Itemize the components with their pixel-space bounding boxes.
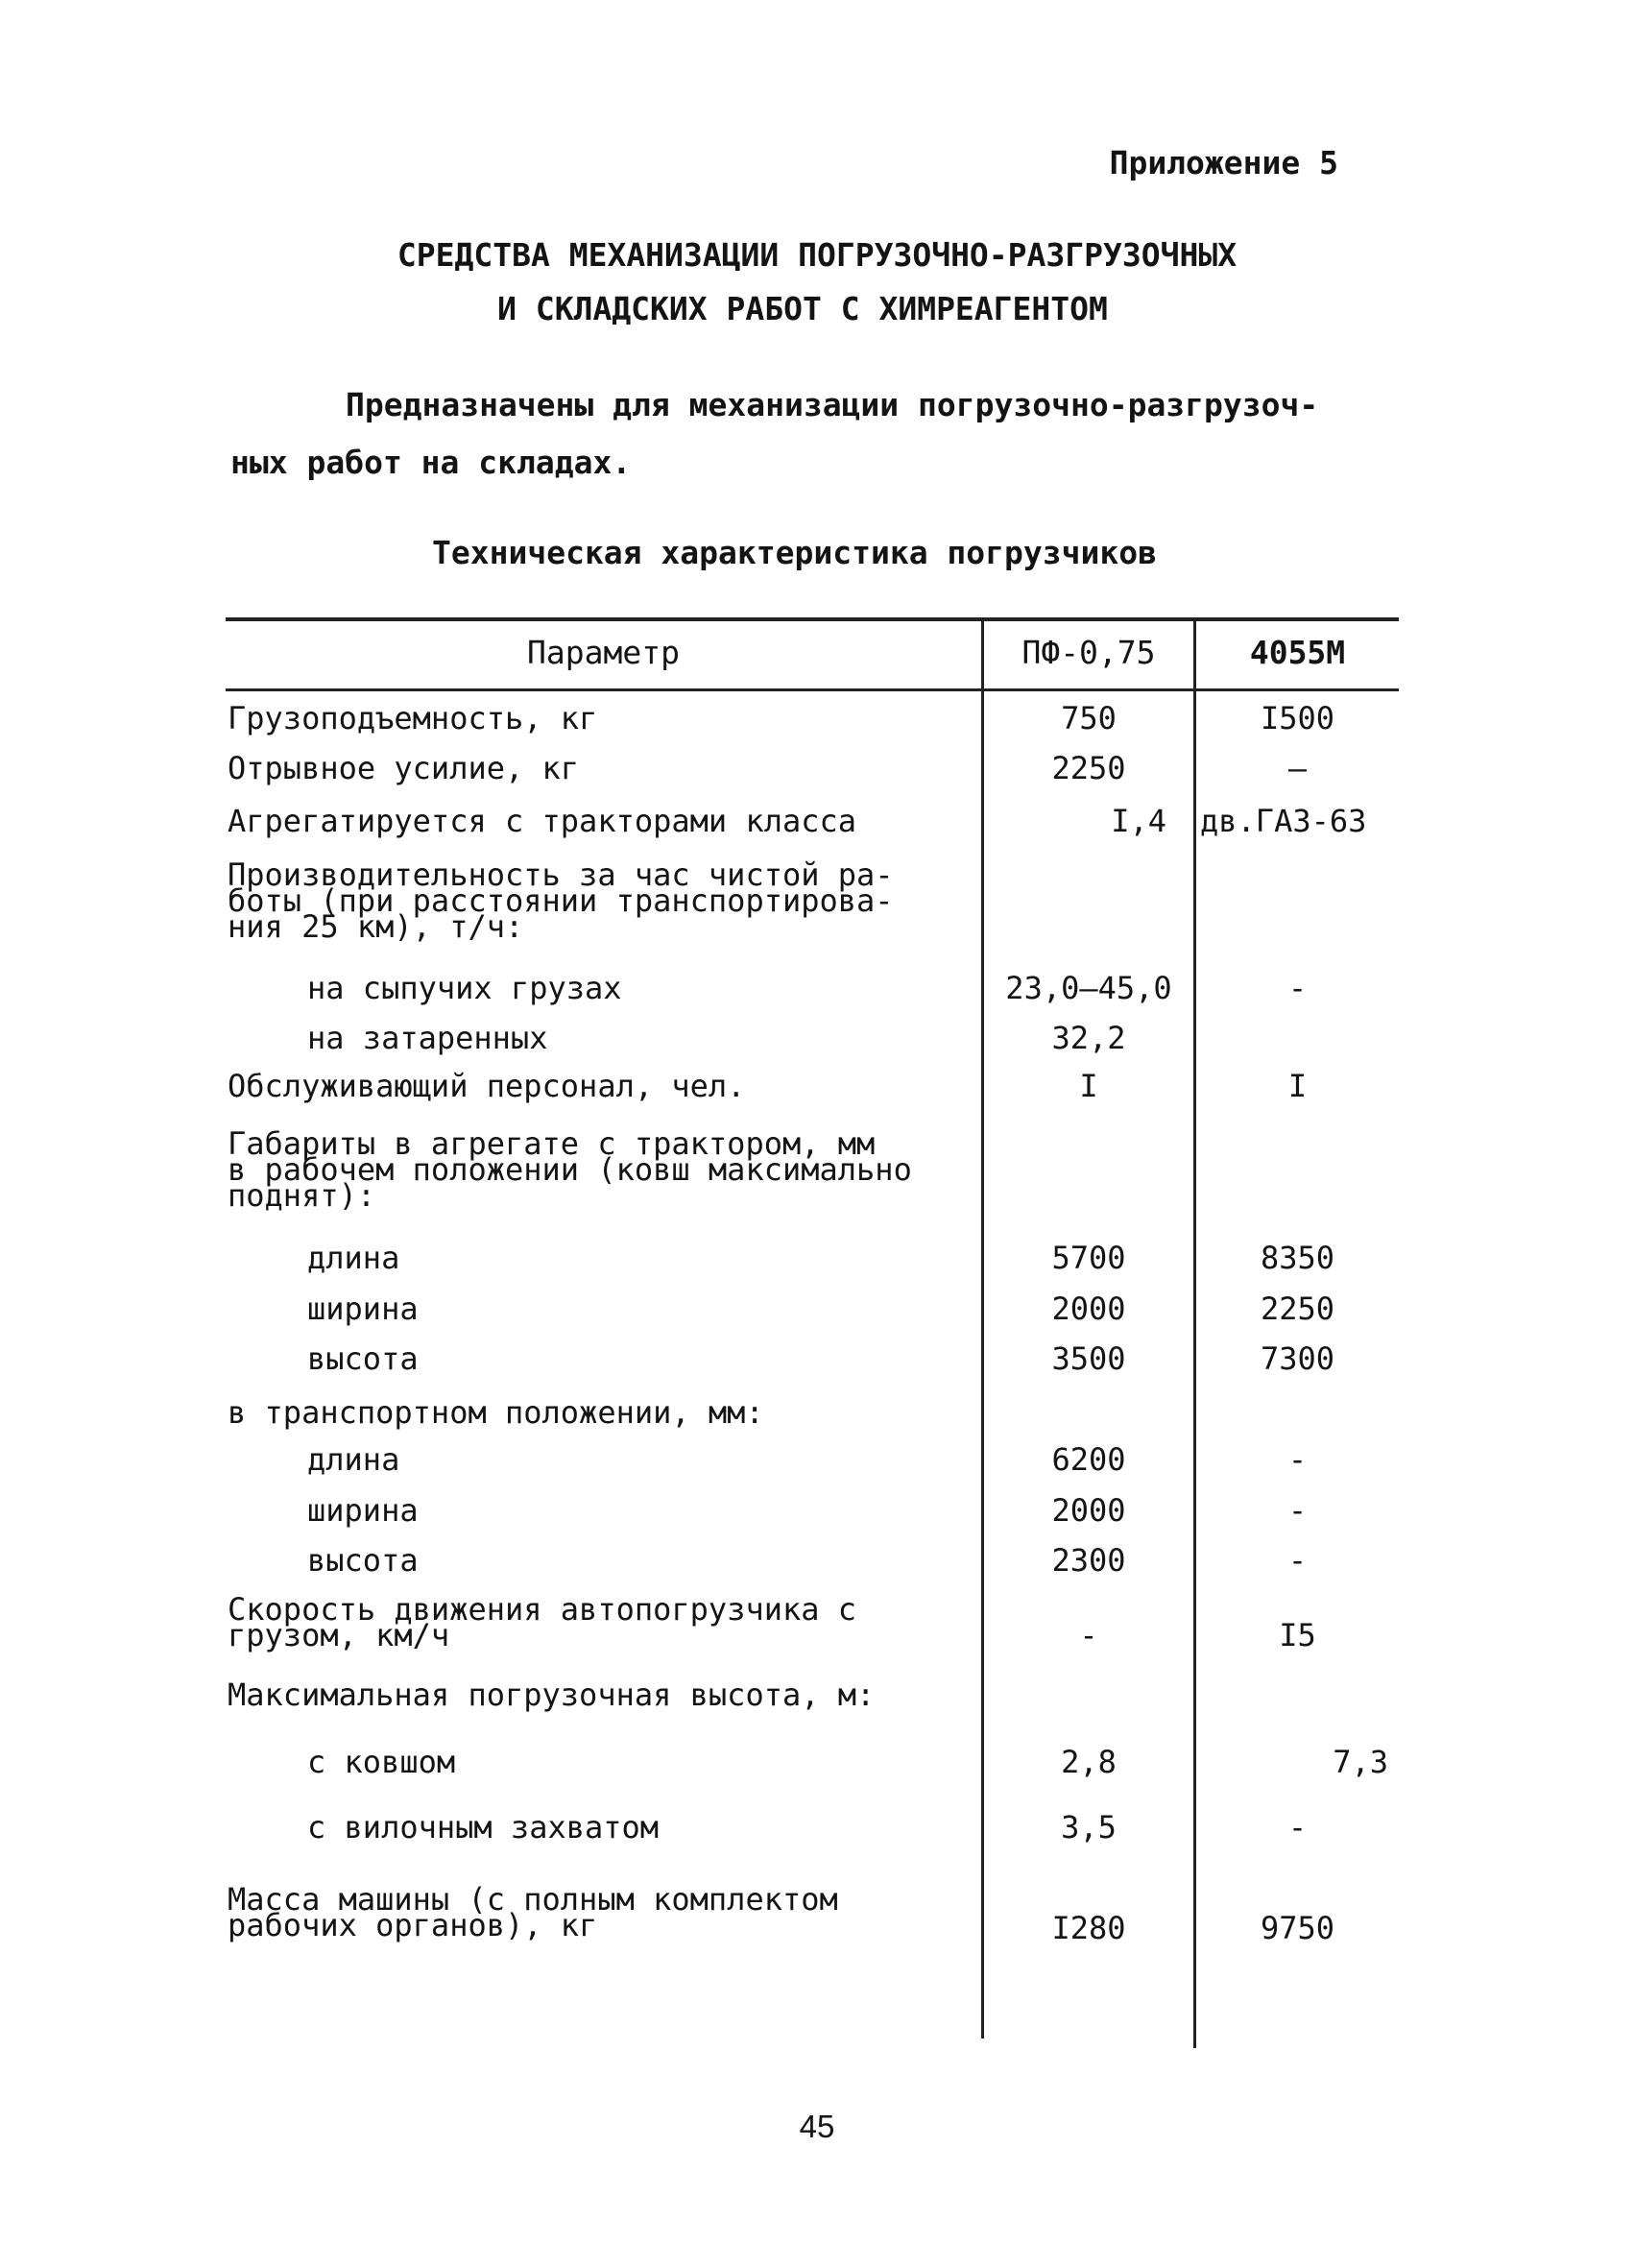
row-param-line: Скорость движения автопогрузчика с	[228, 1591, 857, 1628]
title-line-2: И СКЛАДСКИХ РАБОТ С ХИМРЕАГЕНТОМ	[497, 290, 1108, 327]
row-param-line: рабочих органов), кг	[228, 1907, 598, 1943]
row-value-4055m: -	[1287, 970, 1308, 1006]
row-value-pf: I	[1079, 1068, 1098, 1104]
row-value-4055m: -	[1287, 1441, 1308, 1478]
row-param-line: поднят):	[228, 1177, 376, 1214]
row-param-line: Масса машины (с полным комплектом	[228, 1881, 838, 1918]
row-value-4055m: I	[1287, 1068, 1308, 1104]
intro-paragraph	[230, 376, 1392, 492]
row-value-pf: 2000	[1051, 1492, 1126, 1529]
row-value-pf: 32,2	[1051, 1020, 1126, 1056]
row-param: на сыпучих грузах	[307, 970, 622, 1006]
table-top-rule	[226, 617, 1399, 621]
row-value-4055m: 7300	[1260, 1340, 1335, 1377]
row-param: Грузоподъемность, кг	[228, 700, 598, 736]
row-param: Обслуживающий персонал, чел.	[228, 1068, 746, 1104]
appendix-label: Приложение 5	[1109, 144, 1338, 181]
row-value-4055m: 8350	[1260, 1240, 1335, 1276]
row-value-pf: 23,0–45,0	[1005, 970, 1172, 1006]
row-param-line: боты (при расстоянии транспортирова-	[228, 882, 894, 919]
row-param: в транспортном положении, мм:	[228, 1394, 764, 1431]
row-value-pf: 2250	[1051, 750, 1126, 786]
document-title	[0, 229, 1634, 336]
row-param-line: Производительность за час чистой ра-	[228, 857, 894, 893]
row-param: длина	[307, 1240, 400, 1276]
title-line-1: СРЕДСТВА МЕХАНИЗАЦИИ ПОГРУЗОЧНО-РАЗГРУЗОЧНЫХ	[396, 236, 1238, 274]
row-value-pf: 3500	[1051, 1340, 1126, 1377]
row-value-pf: 3,5	[1061, 1809, 1117, 1846]
header-param: Параметр	[527, 634, 680, 671]
row-value-4055m: 7,3	[1333, 1744, 1388, 1780]
page-number: 45	[799, 2109, 835, 2144]
row-param-line: ния 25 км), т/ч:	[228, 908, 524, 945]
header-pf-075: ПФ-0,75	[1021, 634, 1156, 671]
row-value-pf: 2,8	[1061, 1744, 1117, 1780]
table-header-rule	[226, 688, 1399, 691]
row-value-4055m: дв.ГАЗ-63	[1200, 803, 1367, 839]
row-param: на затаренных	[307, 1020, 548, 1056]
row-param: Максимальная погрузочная высота, м:	[228, 1677, 876, 1713]
row-value-pf: 5700	[1051, 1240, 1126, 1276]
row-param-line: грузом, км/ч	[228, 1617, 450, 1653]
row-value-4055m: 9750	[1260, 1910, 1335, 1946]
row-param: с вилочным захватом	[307, 1809, 660, 1846]
row-value-4055m: 2250	[1260, 1291, 1335, 1327]
row-value-4055m: I500	[1260, 700, 1335, 736]
table-caption: Техническая характеристика погрузчиков	[432, 534, 1157, 571]
header-4055m: 4055М	[1249, 634, 1346, 671]
row-value-4055m: I5	[1279, 1617, 1316, 1653]
row-value-pf: 6200	[1051, 1441, 1126, 1478]
row-param: Отрывное усилие, кг	[228, 750, 580, 786]
row-value-pf: I280	[1051, 1910, 1126, 1946]
row-value-4055m: -	[1287, 1542, 1308, 1579]
row-param: с ковшом	[307, 1744, 456, 1780]
row-param-line: Габариты в агрегате с трактором, мм	[228, 1125, 876, 1162]
row-value-pf: I,4	[1111, 803, 1166, 839]
row-param: ширина	[307, 1291, 419, 1327]
row-value-pf: -	[1079, 1617, 1098, 1653]
row-value-4055m: -	[1287, 1492, 1308, 1529]
row-value-4055m: –	[1287, 750, 1308, 786]
row-value-pf: 2000	[1051, 1291, 1126, 1327]
row-param-line: в рабочем положении (ковш максимально	[228, 1151, 912, 1188]
row-value-pf: 2300	[1051, 1542, 1126, 1579]
row-value-pf: 750	[1061, 700, 1117, 736]
row-param: Агрегатируется с тракторами класса	[228, 803, 857, 839]
row-param: длина	[307, 1441, 400, 1478]
intro-line-2: ных работ на складах.	[230, 444, 632, 481]
row-param: ширина	[307, 1492, 419, 1529]
row-value-4055m: -	[1287, 1809, 1308, 1846]
row-param: высота	[307, 1542, 419, 1579]
row-param: высота	[307, 1340, 419, 1377]
intro-line-1: Предназначены для механизации погрузочно-разгрузоч-	[346, 386, 1319, 423]
